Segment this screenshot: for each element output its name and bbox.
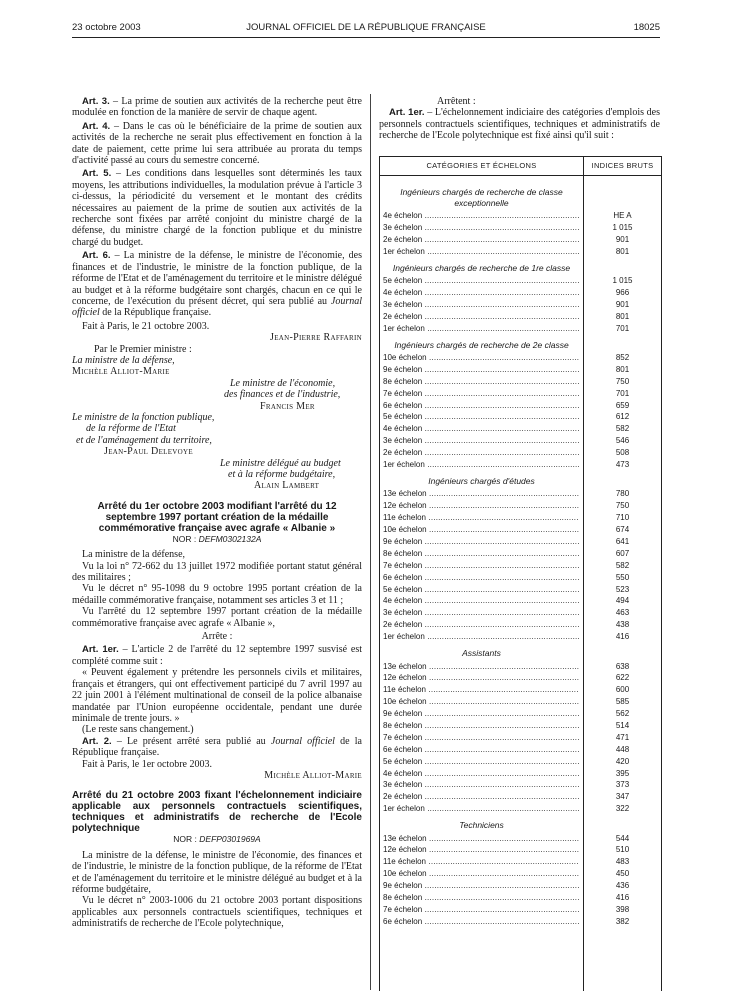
table-row [380,792,661,804]
right-article-1-text: – L'échelonnement indiciaire des catégories d'emplois des personnels contractuels scientifiques, techniques et administratifs de recherche de l'Ecole polytechnique est fixé ainsi qu'il suit : [379,107,660,142]
table-row-indice: 508 [615,448,630,458]
table-row-indice: 641 [615,536,630,546]
table-section-title: Ingénieurs chargés de recherche de 2e classe [394,339,569,350]
decree-2-nor [72,834,362,845]
journal-officiel-ref-2: Journal officiel [270,735,335,747]
table-row-indice: 382 [615,916,630,926]
decree-2-title: Arrêté du 21 octobre 2003 fixant l'échelonnement indiciaire applicable aux personnels contractuels scientifiques, techniques et administratifs de recherche de l'Ecole polytechnique [72,790,362,835]
table-row-echelon: 6e échelon ..... [383,401,579,410]
decree-1-article-2-label: Art. 2. [82,735,112,747]
table-row-indice: 562 [615,709,630,719]
table-row [380,561,661,573]
article-3 [72,96,362,119]
table-row-indice: 612 [615,412,630,422]
table-row [380,389,661,401]
table-row-echelon: 4e échelon ..... [383,769,579,778]
header-date: 23 octobre 2003 [72,22,141,33]
article-6-label: Art. 6. [82,250,111,262]
minister-fp-title-3: et de l'aménagement du territoire, [76,434,212,446]
minister-budget-title-2: et à la réforme budgétaire, [228,469,336,480]
fait-a-paris-2: Fait à Paris, le 1er octobre 2003. [82,758,212,770]
table-row-echelon: 2e échelon ..... [383,792,579,801]
table-row-indice: HE A [613,211,632,220]
table-row [380,757,661,769]
decree-1-article-1-text: – L'article 2 de l'arrêté du 12 septembre 1997 susvisé est complété comme suit : [72,644,362,667]
decree-2-nor-code: DEFP0301969A [199,834,261,845]
table-row-indice: 546 [615,436,630,446]
table-row-indice: 852 [615,353,630,363]
table-row-indice: 416 [615,632,630,642]
table-row-echelon: 3e échelon ..... [383,780,579,789]
table-row-indice: 1 015 [612,222,633,232]
table-row [380,211,661,223]
table-row-echelon: 2e échelon ..... [383,235,579,244]
table-row-echelon: 5e échelon ..... [383,757,579,766]
table-body [380,183,661,929]
table-row-echelon: 9e échelon ..... [383,881,579,890]
table-row-echelon: 6e échelon ..... [383,745,579,754]
table-row [380,685,661,697]
table-row-indice: 582 [615,424,630,434]
table-row-echelon: 12e échelon ..... [383,845,579,854]
decree-1-nor [72,534,362,545]
minister-defense-title: La ministre de la défense, [72,354,175,366]
table-row-indice: 801 [615,311,630,321]
table-row-indice: 801 [615,364,630,374]
table-row-indice: 450 [615,869,630,879]
decree-1-arrete: Arrête : [201,631,233,643]
table-row [380,673,661,685]
table-row-indice: 622 [615,673,630,683]
table-row [380,365,661,377]
table-row-indice: 901 [615,234,630,244]
table-row-indice: 471 [615,732,630,742]
table-row-indice: 710 [615,513,630,523]
table-row [380,608,661,620]
table-row-indice: 514 [615,720,630,730]
table-row [380,834,661,846]
minister-economy-title-1: Le ministre de l'économie, [230,377,336,389]
journal-officiel-ref: Journal officiel [72,295,362,319]
right-article-1 [379,107,660,141]
table-row-indice: 582 [615,560,630,570]
table-row-echelon: 3e échelon ..... [383,223,579,232]
indices-table [379,156,662,991]
table-row-echelon: 4e échelon ..... [383,424,579,433]
table-row-indice: 638 [615,661,630,671]
table-row-echelon: 2e échelon ..... [383,620,579,629]
table-row-echelon: 9e échelon ..... [383,365,579,374]
signature-raffarin: Jean-Pierre Raffarin [270,332,362,344]
table-row [380,733,661,745]
decree-1-article-1 [72,644,362,667]
table-row-echelon: 9e échelon ..... [383,537,579,546]
minister-fp-title-2: de la réforme de l'Etat [86,423,176,435]
table-row-echelon: 1er échelon ..... [383,324,579,333]
table-row [380,721,661,733]
table-row-echelon: 3e échelon ..... [383,300,579,309]
article-3-label: Art. 3. [82,96,110,107]
signature-mer: Francis Mer [260,400,315,412]
table-row-echelon: 10e échelon ..... [383,353,579,362]
article-5-label: Art. 5. [82,168,112,180]
table-row-indice: 701 [615,388,630,398]
decree-1-article-1-label: Art. 1er. [82,644,119,656]
article-5-text: – Les conditions dans lesquelles sont déterminés les taux moyens, les attributions individuelles, la modulation prévue à l'article 3 ci-dessus, la périodicité du versement et le montant des crédits nécessaires au paiement de la prime de soutien aux activités de la recherche sont fixées par arrêté conjoint du ministre chargé de la défense, du ministre chargé de la fonction publique et du ministre chargé du budget. [72,168,362,248]
table-row-indice: 607 [615,548,630,558]
table-row-indice: 701 [615,323,630,333]
decree-1-quote: « Peuvent également y prétendre les personnels civils et militaires, français et étrangers, qui ont effectivement participé du 7 avril 1997 au 22 juin 2001 à l'élément multinational de conseil de la police albanaise mandatée par l'Union européenne occidentale, pendant une durée minimale de trente jours. » [72,667,362,724]
table-row-indice: 801 [615,246,630,256]
table-row-echelon: 8e échelon ..... [383,377,579,386]
table-row-indice: 966 [615,287,630,297]
table-row [380,585,661,597]
table-row [380,745,661,757]
right-article-1-label: Art. 1er. [389,107,425,119]
signature-delevoye: Jean-Paul Delevoye [104,446,193,458]
table-row [380,300,661,312]
table-row-echelon: 5e échelon ..... [383,412,579,421]
table-row-indice: 600 [615,685,630,695]
table-row [380,662,661,674]
table-row-echelon: 10e échelon ..... [383,869,579,878]
table-row-echelon: 8e échelon ..... [383,549,579,558]
table-row-indice: 674 [615,525,630,535]
decree-2-nor-label: NOR : [173,834,200,845]
table-row-indice: 550 [615,572,630,582]
left-column [72,96,362,930]
table-row-echelon: 3e échelon ..... [383,436,579,445]
table-row-indice: 448 [615,744,630,754]
decree-1-para-1: La ministre de la défense, [82,549,186,561]
article-5 [72,168,362,248]
table-row-indice: 750 [615,376,630,386]
table-row [380,412,661,424]
table-row [380,525,661,537]
table-row [380,401,661,413]
table-row-echelon: 13e échelon ..... [383,662,579,671]
article-4-label: Art. 4. [82,120,111,132]
table-row-indice: 416 [615,893,630,903]
table-row-echelon: 4e échelon ..... [383,211,579,220]
decree-2-para-2: Vu le décret n° 2003-1006 du 21 octobre 2003 portant dispositions applicables aux personnels contractuels scientifiques, techniques et administratifs de recherche de l'Ecole polytechnique, [72,895,362,930]
table-row-indice: 395 [615,768,630,778]
table-row [380,501,661,513]
minister-fp-title-1: Le ministre de la fonction publique, [72,411,215,423]
minister-economy-title-2: des finances et de l'industrie, [224,389,341,401]
table-row-indice: 436 [615,881,630,891]
table-row-echelon: 8e échelon ..... [383,893,579,902]
decree-1-nor-label: NOR : [172,533,199,544]
table-section-title: Assistants [462,648,501,658]
table-section-title: Ingénieurs chargés de recherche de 1re classe [392,262,571,273]
table-row [380,460,661,472]
header-journal-title: JOURNAL OFFICIEL DE LA RÉPUBLIQUE FRANÇAISE [246,22,486,33]
table-row-echelon: 3e échelon ..... [383,608,579,617]
table-row-echelon: 4e échelon ..... [383,596,579,605]
table-row [380,632,661,644]
table-row [380,573,661,585]
table-row [380,436,661,448]
table-row-indice: 494 [615,596,630,606]
decree-2-para-1: La ministre de la défense, le ministre de l'économie, des finances et de l'industrie, le ministre de la fonction publique, de la réforme de l'Etat et de l'aménagement du territoire et le ministre délégué au budget et à la réforme budgétaire, [72,849,362,895]
table-row-indice: 901 [615,299,630,309]
table-row-indice: 438 [615,620,630,630]
signature-alliot-marie-1: Michèle Alliot-Marie [72,366,170,378]
table-row [380,697,661,709]
minister-budget-title-1: Le ministre délégué au budget [220,457,341,469]
table-row-echelon: 11e échelon ..... [383,857,579,866]
table-row-echelon: 7e échelon ..... [383,733,579,742]
table-row-echelon: 5e échelon ..... [383,585,579,594]
table-row-indice: 347 [615,792,630,802]
table-row-echelon: 11e échelon ..... [383,685,579,694]
table-row [380,905,661,917]
signature-lambert: Alain Lambert [254,480,320,492]
table-row-indice: 780 [615,489,630,499]
table-row-indice: 659 [615,400,630,410]
table-row [380,276,661,288]
article-6-text-end: de la République française. [99,307,212,319]
table-row-indice: 585 [615,697,630,707]
table-row-echelon: 10e échelon ..... [383,525,579,534]
table-row-echelon: 8e échelon ..... [383,721,579,730]
table-row-indice: 473 [615,460,630,470]
table-row [380,377,661,389]
table-row [380,769,661,781]
table-row [380,881,661,893]
header-page-number: 18025 [633,22,660,33]
table-header-categories: CATÉGORIES ET ÉCHELONS [426,161,537,170]
signature-alliot-marie-2: Michèle Alliot-Marie [264,769,362,781]
table-row [380,537,661,549]
decree-1-para-3: Vu le décret n° 95-1098 du 9 octobre 1995 portant création de la médaille commémorative française, notamment ses articles 3 et 11 ; [72,583,362,606]
table-row-echelon: 9e échelon ..... [383,709,579,718]
table-row-indice: 322 [615,804,630,814]
fait-a-paris-1: Fait à Paris, le 21 octobre 2003. [82,320,210,332]
table-row-echelon: 1er échelon ..... [383,632,579,641]
table-row-echelon: 2e échelon ..... [383,312,579,321]
table-row [380,893,661,905]
article-6-text: – La ministre de la défense, le ministre de l'économie, des finances et de l'industrie, le ministre de la fonction publique, de la réforme de l'Etat et de l'aménagement du territoire et le ministre délégué au budget et à la réforme budgétaire sont chargés, chacun en ce qui le concerne, de l'exécution du présent décret, qui sera publié au [72,250,362,307]
article-6 [72,250,362,318]
par-le-premier-ministre: Par le Premier ministre : [94,343,192,355]
table-row-indice: 398 [615,904,630,914]
table-row-echelon: 13e échelon ..... [383,834,579,843]
table-row-echelon: 5e échelon ..... [383,276,579,285]
header-rule [72,37,660,38]
table-row [380,489,661,501]
decree-1-nor-code: DEFM0302132A [198,533,262,544]
table-row-indice: 523 [615,584,630,594]
table-row [380,917,661,929]
table-row [380,513,661,525]
decree-1-article-2 [72,736,362,759]
table-row-indice: 420 [615,756,630,766]
decree-1-para-4: Vu l'arrêté du 12 septembre 1997 portant création de la médaille commémorative française avec agrafe « Albanie », [72,606,362,629]
table-row-indice: 510 [615,845,630,855]
column-divider [370,94,371,990]
table-row [380,288,661,300]
table-row-echelon: 10e échelon ..... [383,697,579,706]
table-row-echelon: 2e échelon ..... [383,448,579,457]
table-section-title: Techniciens [459,820,504,831]
table-row [380,324,661,336]
decree-1-reste: (Le reste sans changement.) [82,724,194,736]
article-3-text: – La prime de soutien aux activités de la recherche peut être modulée en fonction de la manière de servir de chaque agent. [72,96,362,119]
table-row [380,869,661,881]
table-row [380,353,661,365]
table-row [380,845,661,857]
table-row [380,549,661,561]
table-row [380,247,661,259]
table-row-indice: 544 [615,833,630,843]
table-header-indices: INDICES BRUTS [591,161,654,170]
right-column [379,96,660,142]
article-4 [72,121,362,167]
table-row-echelon: 12e échelon ..... [383,501,579,510]
table-row-echelon: 13e échelon ..... [383,489,579,498]
decree-1-title: Arrêté du 1er octobre 2003 modifiant l'arrêté du 12 septembre 1997 portant création de la médaille commémorative française avec agrafe « Albanie » [97,500,337,534]
table-row [380,448,661,460]
table-row-echelon: 11e échelon ..... [383,513,579,522]
decree-1-article-2-text: – Le présent arrêté sera publié au [111,735,271,747]
table-row-indice: 373 [615,780,630,790]
table-row [380,235,661,247]
table-header [380,157,661,176]
table-row-echelon: 6e échelon ..... [383,573,579,582]
table-row [380,596,661,608]
table-row-echelon: 4e échelon ..... [383,288,579,297]
table-row-indice: 483 [615,857,630,867]
table-section-title: Ingénieurs chargés d'études [428,475,535,486]
table-row-echelon: 7e échelon ..... [383,905,579,914]
table-row [380,709,661,721]
table-row-indice: 1 015 [612,276,633,286]
arretent: Arrêtent : [437,96,476,107]
table-row [380,620,661,632]
table-row [380,780,661,792]
decree-1-article-2-text-end: de la République française. [72,735,362,759]
table-row-echelon: 1er échelon ..... [383,460,579,469]
table-row-indice: 463 [615,608,630,618]
table-row [380,804,661,816]
article-4-text: – Dans le cas où le bénéficiaire de la prime de soutien aux activités de la recherche ne serait plus effectivement en fonction à la date de paiement, cette prime lui sera attribuée au prorata du temps d'activité passé au cours du semestre concerné. [72,120,362,167]
table-row-echelon: 1er échelon ..... [383,804,579,813]
table-section-title: Ingénieurs chargés de recherche de classe exceptionnelle [400,187,563,208]
table-row [380,424,661,436]
table-row [380,857,661,869]
table-row-echelon: 7e échelon ..... [383,561,579,570]
table-row-indice: 750 [615,501,630,511]
table-row-echelon: 6e échelon ..... [383,917,579,926]
decree-1-para-2: Vu la loi n° 72-662 du 13 juillet 1972 modifiée portant statut général des militaires ; [72,560,362,584]
table-row-echelon: 7e échelon ..... [383,389,579,398]
table-row-echelon: 12e échelon ..... [383,673,579,682]
running-header [72,22,660,36]
table-row-echelon: 1er échelon ..... [383,247,579,256]
table-row [380,312,661,324]
table-row [380,223,661,235]
